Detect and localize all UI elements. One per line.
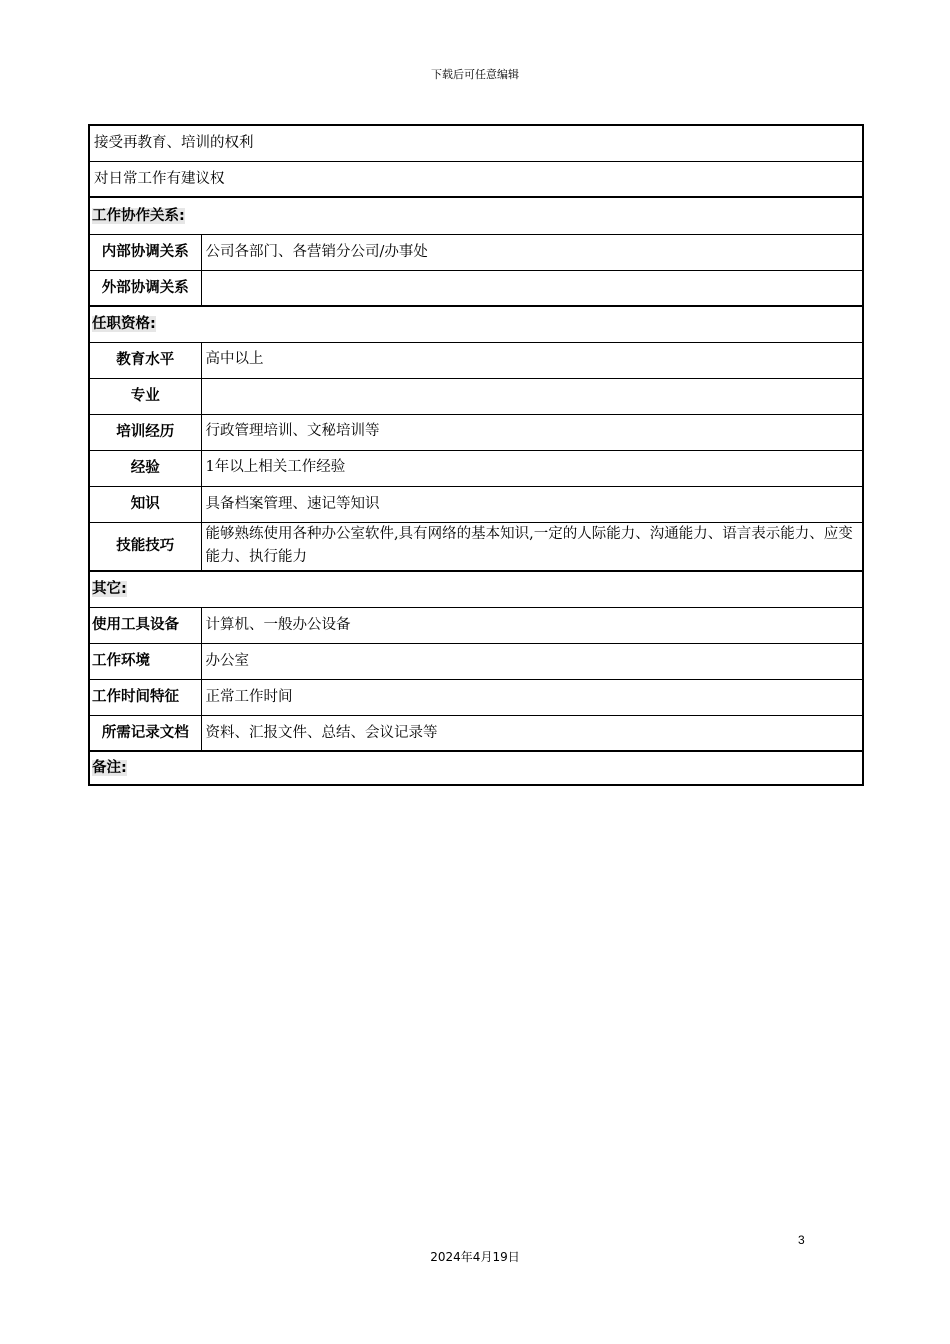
job-description-table [88, 124, 864, 786]
row-value: 公司各部门、各营销分公司/办事处 [201, 234, 863, 270]
rights-row [89, 125, 863, 161]
rights-row [89, 161, 863, 197]
row-value [201, 270, 863, 306]
row-label: 培训经历 [89, 414, 201, 450]
section-other [89, 571, 863, 607]
table-row [89, 342, 863, 378]
row-label: 工作时间特征 [89, 679, 201, 715]
table-row [89, 270, 863, 306]
row-label: 知识 [89, 486, 201, 522]
section-title-remarks: 备注: [92, 760, 127, 776]
row-label: 内部协调关系 [89, 234, 201, 270]
row-label: 专业 [89, 378, 201, 414]
table-row [89, 450, 863, 486]
section-qualifications [89, 306, 863, 342]
row-value: 办公室 [201, 643, 863, 679]
row-value: 资料、汇报文件、总结、会议记录等 [201, 715, 863, 751]
section-title-collaboration: 工作协作关系: [92, 207, 185, 224]
row-value: 能够熟练使用各种办公室软件,具有网络的基本知识,一定的人际能力、沟通能力、语言表示能力、应变能力、执行能力 [201, 522, 863, 571]
section-title-qualifications: 任职资格: [92, 316, 156, 333]
row-value: 正常工作时间 [201, 679, 863, 715]
row-label: 技能技巧 [89, 522, 201, 571]
section-title-other: 其它: [92, 581, 127, 598]
table-row [89, 643, 863, 679]
row-value: 高中以上 [201, 342, 863, 378]
row-value: 具备档案管理、速记等知识 [201, 486, 863, 522]
row-label: 工作环境 [89, 643, 201, 679]
right-item: 接受再教育、培训的权利 [89, 125, 863, 161]
page-number: 3 [798, 1233, 805, 1247]
row-label: 所需记录文档 [89, 715, 201, 751]
table-row [89, 234, 863, 270]
table-row [89, 414, 863, 450]
row-value: 1年以上相关工作经验 [201, 450, 863, 486]
row-label: 使用工具设备 [89, 607, 201, 643]
section-remarks [89, 751, 863, 785]
row-label: 教育水平 [89, 342, 201, 378]
table-row [89, 486, 863, 522]
table-row [89, 679, 863, 715]
row-value [201, 378, 863, 414]
row-value: 计算机、一般办公设备 [201, 607, 863, 643]
row-label: 外部协调关系 [89, 270, 201, 306]
footer-date: 2024年4月19日 [430, 1250, 520, 1264]
table-row [89, 715, 863, 751]
row-value: 行政管理培训、文秘培训等 [201, 414, 863, 450]
table-row [89, 378, 863, 414]
table-row [89, 607, 863, 643]
right-item: 对日常工作有建议权 [89, 161, 863, 197]
header-note: 下载后可任意编辑 [431, 68, 519, 81]
table-row [89, 522, 863, 571]
row-label: 经验 [89, 450, 201, 486]
section-collaboration [89, 197, 863, 234]
